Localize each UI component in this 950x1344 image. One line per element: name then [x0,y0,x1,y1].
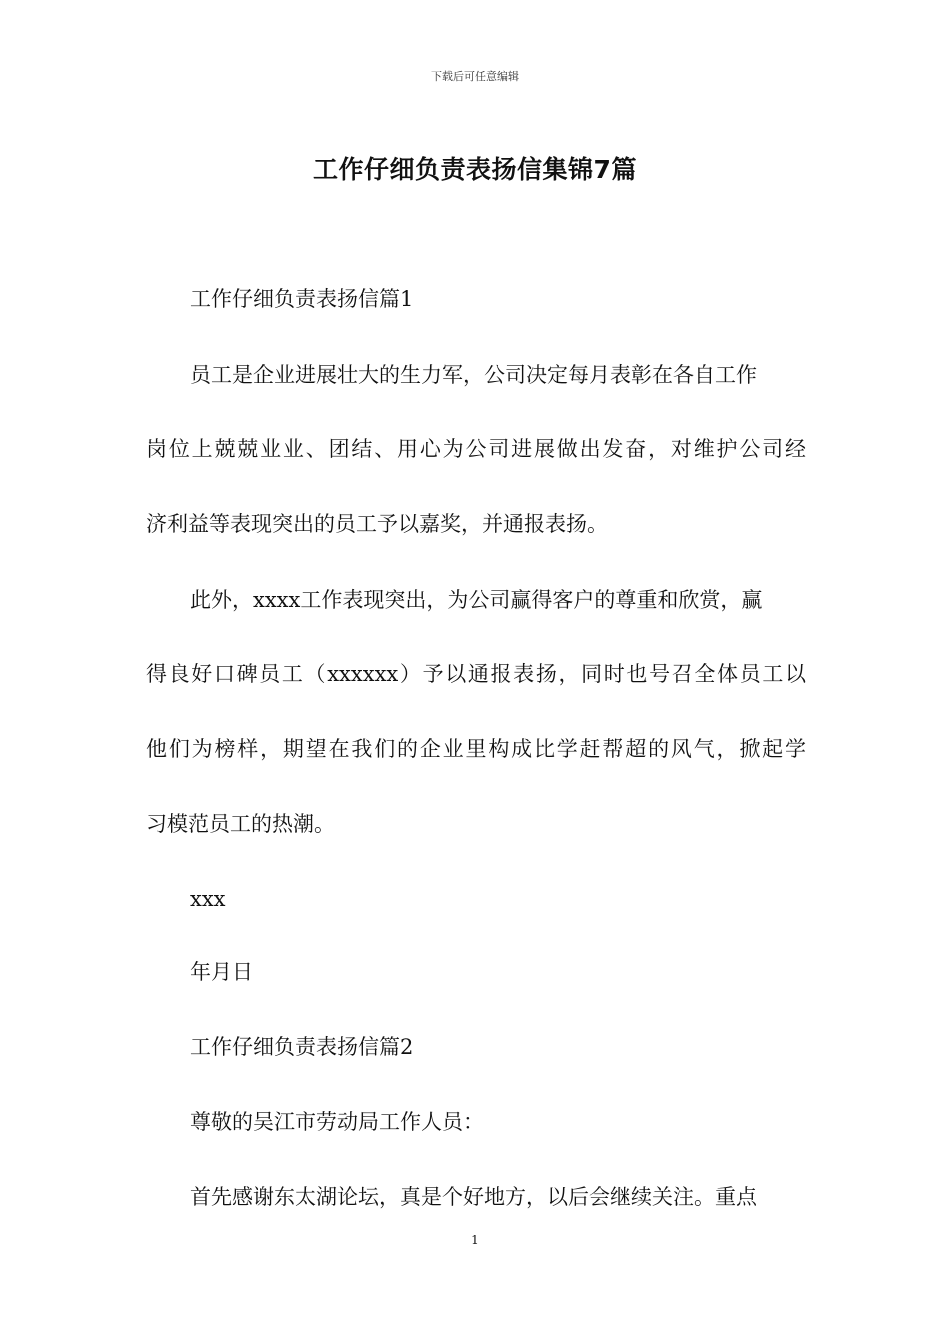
page-number: 1 [471,1233,479,1247]
section-2-heading: 工作仔细负责表扬信篇2 [190,1035,414,1059]
header-note: 下载后可任意编辑 [431,70,519,83]
document-title: 工作仔细负责表扬信集锦7篇 [313,155,637,184]
salutation: 尊敬的吴江市劳动局工作人员： [190,1110,484,1134]
date-line: 年月日 [190,960,253,984]
paragraph-3-line-1: 首先感谢东太湖论坛，真是个好地方，以后会继续关注。重点 [190,1185,757,1209]
paragraph-2-line-4: 习模范员工的热潮。 [146,812,335,836]
paragraph-1-line-2: 岗位上兢兢业业、团结、用心为公司进展做出发奋，对维护公司经 [146,437,806,461]
paragraph-1-line-3: 济利益等表现突出的员工予以嘉奖，并通报表扬。 [146,512,608,536]
section-1-heading: 工作仔细负责表扬信篇1 [190,287,414,311]
paragraph-2-line-3: 他们为榜样，期望在我们的企业里构成比学赶帮超的风气，掀起学 [146,737,806,761]
paragraph-2-line-1: 此外，xxxx工作表现突出，为公司赢得客户的尊重和欣赏，赢 [190,588,763,612]
paragraph-2-line-2: 得良好口碑员工（xxxxxx）予以通报表扬，同时也号召全体员工以 [146,662,806,686]
signature: xxx [190,887,226,911]
paragraph-1-line-1: 员工是企业进展壮大的生力军，公司决定每月表彰在各自工作 [190,363,757,387]
